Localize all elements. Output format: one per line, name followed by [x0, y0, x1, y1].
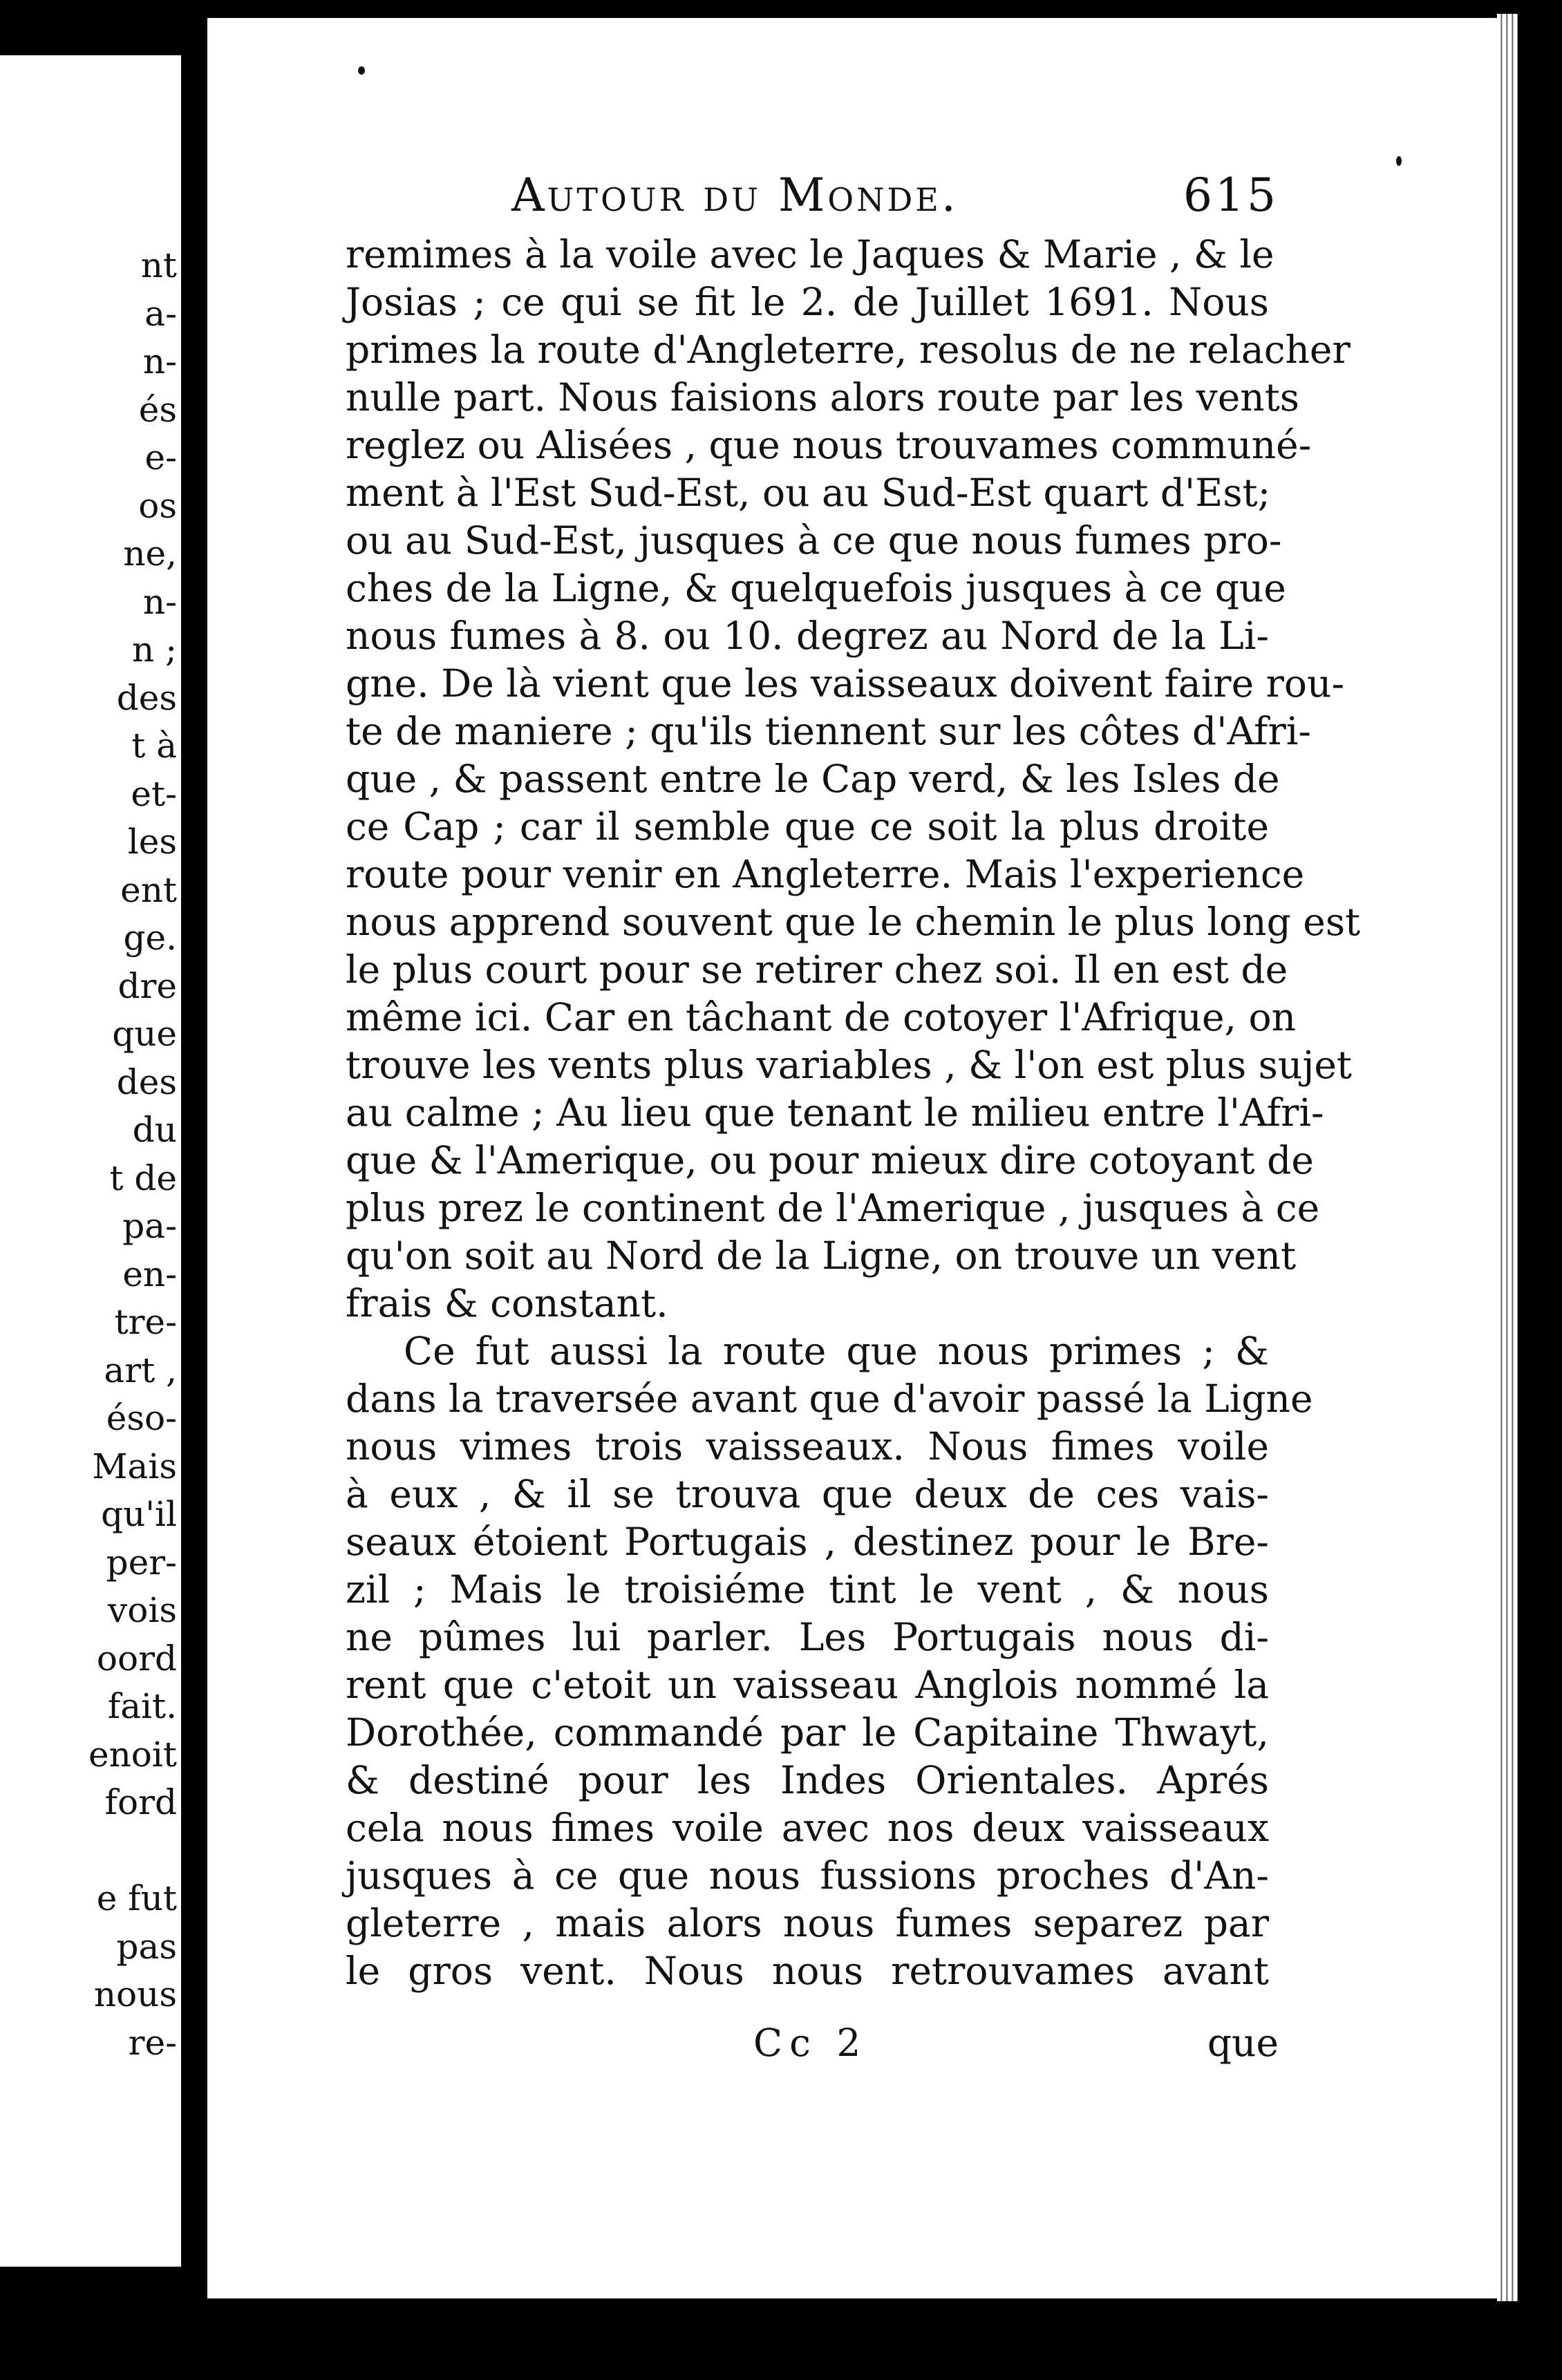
facing-page-line: Mais [92, 1446, 177, 1486]
signature-mark: Cc 2 [753, 2021, 868, 2065]
facing-page-line: vois [108, 1590, 177, 1630]
page-number: 615 [1183, 169, 1279, 222]
text-line: que , & passent entre le Cap verd, & les Isles de [346, 757, 1280, 801]
facing-page-line: n- [142, 581, 177, 622]
facing-page-line: les [127, 822, 177, 862]
facing-page-fragment [0, 55, 181, 2267]
facing-page-line: éso- [106, 1398, 177, 1438]
text-line: même ici. Car en tâchant de cotoyer l'Afrique, on [346, 995, 1296, 1039]
facing-page-line: ent [120, 869, 177, 910]
facing-page-line: és [138, 389, 177, 430]
facing-page-line: enoit [88, 1734, 177, 1775]
text-line: & destiné pour les Indes Orientales. Aprés [346, 1758, 1269, 1802]
paragraph-1 [346, 231, 1361, 1328]
text-line: au calme ; Au lieu que tenant le milieu entre l'Afri- [346, 1090, 1324, 1135]
facing-page-line: ford [104, 1782, 177, 1822]
facing-page-line: qu'il [101, 1494, 177, 1534]
text-line: gleterre , mais alors nous fumes separez par [346, 1901, 1269, 1945]
text-line: ches de la Ligne, & quelquefois jusques à ce que [346, 566, 1286, 610]
facing-page-line: des [116, 1061, 177, 1102]
text-line: route pour venir en Angleterre. Mais l'experience [346, 852, 1305, 896]
facing-page-line: art , [104, 1350, 177, 1390]
facing-page-line: t de [109, 1158, 177, 1198]
facing-page-line: n ; [132, 630, 177, 670]
page-footer [346, 2021, 1286, 2069]
text-line: à eux , & il se trouva que deux de ces vais- [346, 1472, 1269, 1516]
facing-page-line: os [138, 485, 177, 526]
ink-speck [358, 66, 365, 75]
facing-page-line: dre [117, 965, 177, 1006]
text-line: nous apprend souvent que le chemin le plus long est [346, 900, 1361, 944]
facing-page-line: ne, [123, 533, 177, 574]
facing-page-line: a- [144, 293, 177, 334]
text-line: dans la traversée avant que d'avoir passé la Ligne [346, 1377, 1313, 1421]
text-line: zil ; Mais le troisiéme tint le vent , & nous [346, 1567, 1269, 1612]
text-line: te de maniere ; qu'ils tiennent sur les côtes d'Afri- [346, 709, 1311, 753]
text-line: que & l'Amerique, ou pour mieux dire cotoyant de [346, 1138, 1314, 1182]
facing-page-line: du [132, 1110, 177, 1150]
facing-page-line: en- [122, 1254, 177, 1294]
facing-page-line: oord [96, 1638, 177, 1679]
paragraph-2 [346, 1328, 1313, 1995]
page-header [511, 169, 1279, 224]
facing-page-line: pas [116, 1926, 177, 1967]
text-line: nulle part. Nous faisions alors route par les vents [346, 375, 1300, 419]
text-line: Dorothée, commandé par le Capitaine Thwayt, [346, 1710, 1269, 1755]
text-line: ou au Sud-Est, jusques à ce que nous fumes pro- [346, 518, 1282, 563]
facing-page-line: t à [131, 726, 177, 766]
running-head: Autour du Monde. [511, 169, 959, 222]
text-line: primes la route d'Angleterre, resolus de ne relacher [346, 328, 1351, 372]
facing-page-line [88, 1827, 177, 1876]
body-text [346, 231, 1361, 1995]
facing-page-line: n- [142, 341, 177, 381]
text-line: ce Cap ; car il semble que ce soit la plus droite [346, 804, 1269, 849]
facing-page-line: que [112, 1014, 177, 1054]
text-line: trouve les vents plus variables , & l'on est plus sujet [346, 1043, 1353, 1087]
facing-page-line: ge. [123, 918, 177, 958]
text-line: qu'on soit au Nord de la Ligne, on trouve un vent [346, 1234, 1297, 1278]
text-line: Josias ; ce qui se fit le 2. de Juillet 1691. Nous [346, 280, 1269, 324]
catchword: que [1207, 2021, 1279, 2065]
facing-page-text [88, 242, 177, 2067]
text-line: remimes à la voile avec le Jaques & Marie , & le [346, 232, 1274, 276]
text-line: frais & constant. [346, 1281, 668, 1325]
text-line: seaux étoient Portugais , destinez pour le Bre- [346, 1520, 1269, 1564]
text-line: nous fumes à 8. ou 10. degrez au Nord de la Li- [346, 614, 1269, 658]
text-line: nous vimes trois vaisseaux. Nous fimes voile [346, 1424, 1269, 1468]
facing-page-line: e fut [96, 1878, 177, 1918]
facing-page-line: re- [128, 2022, 177, 2063]
facing-page-line: des [116, 677, 177, 718]
text-line: reglez ou Alisées , que nous trouvames communé- [346, 423, 1312, 467]
facing-page-line: e- [144, 437, 177, 478]
facing-page-line: pa- [122, 1206, 177, 1246]
text-line: ment à l'Est Sud-Est, ou au Sud-Est quart d'Est; [346, 471, 1271, 515]
text-line: jusques à ce que nous fussions proches d'An- [346, 1853, 1269, 1898]
ink-speck [1396, 156, 1402, 166]
facing-page-line: et- [131, 773, 177, 814]
text-line: Ce fut aussi la route que nous primes ; & [404, 1329, 1269, 1373]
facing-page-line: nous [93, 1974, 177, 2014]
text-line: le plus court pour se retirer chez soi. Il en est de [346, 947, 1288, 992]
facing-page-line: tre- [114, 1302, 177, 1342]
page-edge [1497, 14, 1518, 2301]
facing-page-line: nt [140, 245, 177, 285]
text-line: cela nous fimes voile avec nos deux vaisseaux [346, 1806, 1269, 1850]
facing-page-line: per- [106, 1542, 177, 1583]
text-line: plus prez le continent de l'Amerique , jusques à ce [346, 1186, 1320, 1230]
text-line: gne. De là vient que les vaisseaux doivent faire rou- [346, 661, 1345, 706]
facing-page-line: fait. [107, 1686, 177, 1726]
text-line: rent que c'etoit un vaisseau Anglois nommé la [346, 1663, 1269, 1707]
text-line: ne pûmes lui parler. Les Portugais nous di- [346, 1615, 1269, 1659]
text-line: le gros vent. Nous nous retrouvames avant [346, 1949, 1269, 1993]
